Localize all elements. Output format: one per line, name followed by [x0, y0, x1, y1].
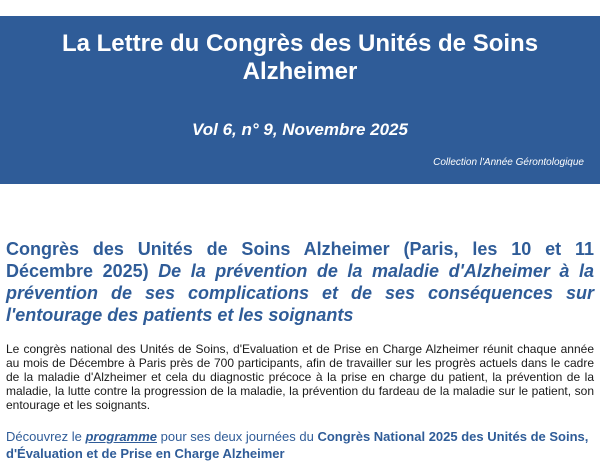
- callout-intro: Découvrez le: [6, 429, 86, 444]
- headline-theme: De la prévention de la maladie d'Alzheimer à la prévention de ses complications et de ses conséquences sur l'entourage des patients et les soignants: [6, 261, 594, 325]
- newsletter-header: [0, 16, 600, 184]
- article-body: Le congrès national des Unités de Soins, d'Evaluation et de Prise en Charge Alzheimer réunit chaque année au mois de Décembre à Paris près de 700 participants, afin de travailler sur les progrès actuels dans le cadre de la maladie d'Alzheimer et cela du diagnostic précoce à la prise en charge du patient, la prévention de la maladie, la lutte contre la progression de la maladie, la prévention du fardeau de la maladie sur le patient, son entourage et les soignants.: [6, 342, 594, 412]
- article-headline: [6, 238, 594, 326]
- program-callout: [6, 428, 594, 462]
- program-link[interactable]: programme: [85, 429, 158, 444]
- headline-event: Congrès des Unités de Soins Alzheimer (Paris, les 10 et 11 Décembre 2025): [6, 239, 594, 281]
- callout-congress-name: Congrès National 2025 des Unités de Soins, d'Évaluation et de Prise en Charge Alzheimer: [6, 429, 589, 461]
- callout-middle: pour ses deux journées du: [157, 429, 318, 444]
- newsletter-title: La Lettre du Congrès des Unités de Soins Alzheimer: [61, 30, 539, 85]
- issue-volume: Vol 6, n° 9, Novembre 2025: [192, 120, 408, 139]
- collection-label: Collection l'Année Gérontologique: [433, 157, 584, 168]
